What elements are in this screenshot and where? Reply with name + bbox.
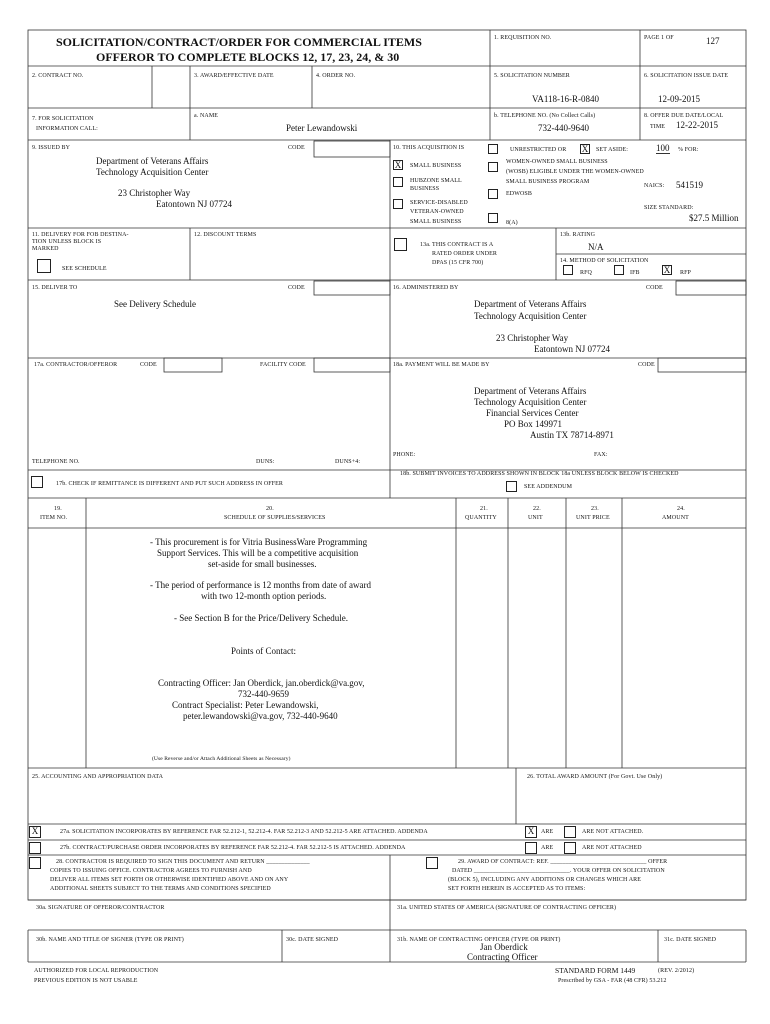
- payment-line-1: Department of Veterans Affairs: [474, 386, 587, 396]
- unrestricted-label: UNRESTRICTED OR: [510, 147, 567, 153]
- rating-value: N/A: [588, 242, 604, 252]
- col-schedule-num: 20.: [266, 506, 274, 512]
- col-unit-price: UNIT PRICE: [576, 515, 610, 521]
- telephone-no-label: TELEPHONE NO.: [32, 459, 80, 465]
- far-27b-not-checkbox[interactable]: [564, 842, 576, 854]
- for-info-label-2: INFORMATION CALL:: [36, 126, 98, 132]
- see-schedule-label: SEE SCHEDULE: [62, 266, 107, 272]
- remittance-checkbox[interactable]: [31, 476, 43, 488]
- footer-auth-2: PREVIOUS EDITION IS NOT USABLE: [34, 978, 138, 984]
- time-label: TIME: [650, 124, 666, 130]
- clause-29-line-2: DATED _______________________________. YOUR OFFER ON SOLICITATION: [452, 868, 665, 874]
- requisition-no-label: 1. REQUISITION NO.: [494, 35, 552, 41]
- fob-label-2: TION UNLESS BLOCK IS: [32, 239, 102, 245]
- col-item-no: ITEM NO.: [40, 515, 68, 521]
- col-quantity-num: 21.: [480, 506, 488, 512]
- set-aside-percent: 100: [656, 143, 670, 153]
- invoice-label: 18b. SUBMIT INVOICES TO ADDRESS SHOWN IN BLOCK 18a UNLESS BLOCK BELOW IS CHECKED: [400, 471, 679, 477]
- ifb-label: IFB: [630, 270, 640, 276]
- reverse-note: (Use Reverse and/or Attach Additional Sheets as Necessary): [152, 756, 291, 762]
- footer-form-name: STANDARD FORM 1449: [555, 966, 636, 975]
- payment-line-3: Financial Services Center: [486, 408, 579, 418]
- far-27a-are-label: ARE: [541, 829, 554, 835]
- payment-line-4: PO Box 149971: [504, 419, 563, 429]
- form-subtitle: OFFEROR TO COMPLETE BLOCKS 12, 17, 23, 24, & 30: [96, 50, 400, 64]
- facility-code-label: FACILITY CODE: [260, 362, 306, 368]
- contractor-code-label: CODE: [140, 362, 157, 368]
- naics-value: 541519: [676, 180, 703, 190]
- method-label: 14. METHOD OF SOLICITATION: [560, 258, 649, 264]
- ifb-checkbox[interactable]: [614, 265, 624, 275]
- signer-name-label: 30b. NAME AND TITLE OF SIGNER (TYPE OR PRINT): [36, 937, 184, 943]
- see-addendum-label: SEE ADDENDUM: [524, 484, 573, 490]
- far-27a-not-checkbox[interactable]: [564, 826, 576, 838]
- offer-due-label: 8. OFFER DUE DATE/LOCAL: [644, 113, 724, 119]
- eight-a-checkbox[interactable]: [488, 213, 498, 223]
- admin-line-3: 23 Christopher Way: [496, 333, 569, 343]
- unrestricted-checkbox[interactable]: [488, 144, 498, 154]
- clause-28-line-3: DELIVER ALL ITEMS SET FORTH OR OTHERWISE IDENTIFIED ABOVE AND ON ANY: [50, 877, 289, 883]
- small-business-checkbox[interactable]: X: [394, 160, 402, 170]
- eight-a-label: 8(A): [506, 220, 518, 226]
- issued-by-label: 9. ISSUED BY: [32, 145, 71, 151]
- col-amount: AMOUNT: [662, 515, 689, 521]
- rfq-label: RFQ: [580, 270, 592, 276]
- telephone-label: b. TELEPHONE NO. (No Collect Calls): [494, 113, 596, 119]
- solicitation-no: VA118-16-R-0840: [532, 94, 599, 104]
- col-item-no-num: 19.: [54, 506, 62, 512]
- officer-name-label: 31b. NAME OF CONTRACTING OFFICER (TYPE OR PRINT): [397, 937, 561, 943]
- wosb-label-3: SMALL BUSINESS PROGRAM: [506, 179, 590, 185]
- far-27a-checkbox[interactable]: X: [29, 826, 41, 838]
- edwosb-checkbox[interactable]: [488, 189, 498, 199]
- footer-revision: (REV. 2/2012): [658, 968, 695, 974]
- far-27b-not-label: ARE NOT ATTACHED: [582, 845, 642, 851]
- clause-29-line-1: 29. AWARD OF CONTRACT: REF. _______________________________ OFFER: [458, 859, 668, 865]
- wosb-checkbox[interactable]: [488, 162, 498, 172]
- issued-line-3: 23 Christopher Way: [118, 188, 191, 198]
- order-no-label: 4. ORDER NO.: [316, 73, 356, 79]
- col-unit-price-num: 23.: [591, 506, 599, 512]
- issued-line-4: Eatontown NJ 07724: [156, 199, 232, 209]
- desc-line-1: - This procurement is for Vitria BusinessWare Programming: [150, 537, 368, 547]
- rfp-label: RFP: [680, 270, 691, 276]
- clause-28-line-4: ADDITIONAL SHEETS SUBJECT TO THE TERMS AND CONDITIONS SPECIFIED: [50, 886, 271, 892]
- col-unit: UNIT: [528, 515, 543, 521]
- award-checkbox[interactable]: [426, 857, 438, 869]
- fob-label: 11. DELIVERY FOR FOB DESTINA-: [32, 232, 129, 238]
- clause-29-line-4: SET FORTH HEREIN IS ACCEPTED AS TO ITEMS:: [448, 886, 586, 892]
- page-label: PAGE 1 OF: [644, 35, 674, 41]
- deliver-to-value: See Delivery Schedule: [114, 299, 196, 309]
- far-27b-are-checkbox[interactable]: [525, 842, 537, 854]
- footer-auth-1: AUTHORIZED FOR LOCAL REPRODUCTION: [34, 968, 159, 974]
- sdvosb-label-3: SMALL BUSINESS: [410, 219, 462, 225]
- rated-order-label-3: DPAS (15 CFR 700): [432, 260, 484, 266]
- wosb-label: WOMEN-OWNED SMALL BUSINESS: [506, 159, 608, 165]
- far-27b-text: 27b. CONTRACT/PURCHASE ORDER INCORPORATES BY REFERENCE FAR 52.212-4. FAR 52.212-5 IS ATTACHED. ADDENDA: [60, 845, 406, 851]
- rfq-checkbox[interactable]: [563, 265, 573, 275]
- far-27b-checkbox[interactable]: [29, 842, 41, 854]
- acquisition-label: 10. THIS ACQUISITION IS: [393, 145, 465, 151]
- payment-code-label: CODE: [638, 362, 655, 368]
- issue-date-label: 6. SOLICITATION ISSUE DATE: [644, 73, 729, 79]
- officer-title: Contracting Officer: [467, 952, 538, 962]
- poc-heading: Points of Contact:: [231, 646, 296, 656]
- sdvosb-label-2: VETERAN-OWNED: [410, 209, 464, 215]
- for-info-label: 7. FOR SOLICITATION: [32, 116, 94, 122]
- contract-specialist: Contract Specialist: Peter Lewandowski,: [172, 700, 319, 710]
- rated-order-checkbox[interactable]: [394, 238, 407, 251]
- col-unit-num: 22.: [533, 506, 541, 512]
- admin-line-1: Department of Veterans Affairs: [474, 299, 587, 309]
- desc-line-5: with two 12-month option periods.: [201, 591, 327, 601]
- col-amount-num: 24.: [677, 506, 685, 512]
- contractor-label: 17a. CONTRACTOR/OFFEROR: [34, 362, 118, 368]
- size-standard-value: $27.5 Million: [689, 213, 739, 223]
- issue-date: 12-09-2015: [658, 94, 700, 104]
- desc-line-3: set-aside for small businesses.: [208, 559, 317, 569]
- far-27a-text: 27a. SOLICITATION INCORPORATES BY REFERENCE FAR 52.212-1, 52.212-4. FAR 52.212-3 AND 52.212-5 ARE ATTACHED. ADDENDA: [60, 829, 428, 835]
- hubzone-label: HUBZONE SMALL: [410, 178, 462, 184]
- contact-name-label: a. NAME: [194, 113, 219, 119]
- payment-line-5: Austin TX 78714-8971: [530, 430, 614, 440]
- hubzone-label-2: BUSINESS: [410, 186, 440, 192]
- rating-label: 13b. RATING: [560, 232, 596, 238]
- issued-line-1: Department of Veterans Affairs: [96, 156, 209, 166]
- clause-28-line-1: 28. CONTRACTOR IS REQUIRED TO SIGN THIS DOCUMENT AND RETURN ______________: [56, 859, 310, 865]
- deliver-code-label: CODE: [288, 285, 305, 291]
- remittance-label: 17b. CHECK IF REMITTANCE IS DIFFERENT AND PUT SUCH ADDRESS IN OFFER: [56, 481, 284, 487]
- admin-code-label: CODE: [646, 285, 663, 291]
- contract-no-label: 2. CONTRACT NO.: [32, 73, 84, 79]
- officer-name: Jan Oberdick: [480, 942, 528, 952]
- naics-label: NAICS:: [644, 183, 665, 189]
- set-aside-checkbox[interactable]: X: [581, 144, 589, 154]
- rfp-checkbox[interactable]: X: [663, 265, 671, 275]
- telephone-value: 732-440-9640: [538, 123, 589, 133]
- rated-order-label: 13a. THIS CONTRACT IS A: [420, 242, 494, 248]
- set-aside-label: SET ASIDE:: [596, 147, 629, 153]
- payment-line-2: Technology Acquisition Center: [474, 397, 587, 407]
- deliver-to-label: 15. DELIVER TO: [32, 285, 78, 291]
- administered-by-label: 16. ADMINISTERED BY: [393, 285, 459, 291]
- far-27b-are-label: ARE: [541, 845, 554, 851]
- percent-for-label: % FOR:: [678, 147, 699, 153]
- signature-offeror-label: 30a. SIGNATURE OF OFFEROR/CONTRACTOR: [36, 905, 165, 911]
- contracting-officer: Contracting Officer: Jan Oberdick, jan.oberdick@va.gov,: [158, 678, 365, 688]
- sdvosb-checkbox[interactable]: [393, 199, 403, 209]
- contractor-sign-checkbox[interactable]: [29, 857, 41, 869]
- page-total: 127: [706, 36, 720, 46]
- rated-order-label-2: RATED ORDER UNDER: [432, 251, 498, 257]
- officer-date-label: 31c. DATE SIGNED: [664, 937, 717, 943]
- contracting-officer-phone: 732-440-9659: [238, 689, 289, 699]
- desc-line-4: - The period of performance is 12 months from date of award: [150, 580, 372, 590]
- contract-specialist-contact: peter.lewandowski@va.gov, 732-440-9640: [183, 711, 338, 721]
- footer-prescribed: Prescribed by GSA - FAR (48 CFR) 53.212: [558, 978, 667, 984]
- wosb-label-2: (WOSB) ELIGIBLE UNDER THE WOMEN-OWNED: [506, 169, 644, 175]
- duns4-label: DUNS+4:: [335, 459, 361, 465]
- col-schedule: SCHEDULE OF SUPPLIES/SERVICES: [224, 515, 326, 521]
- fax-label: FAX:: [594, 452, 608, 458]
- sdvosb-label: SERVICE-DISABLED: [410, 200, 468, 206]
- fob-label-3: MARKED: [32, 246, 59, 252]
- admin-line-4: Eatontown NJ 07724: [534, 344, 610, 354]
- issued-line-2: Technology Acquisition Center: [96, 167, 209, 177]
- admin-line-2: Technology Acquisition Center: [474, 311, 587, 321]
- col-quantity: QUANTITY: [465, 515, 497, 521]
- far-27a-are-checkbox[interactable]: X: [525, 826, 537, 838]
- far-27a-not-label: ARE NOT ATTACHED.: [582, 829, 644, 835]
- total-award-label: 26. TOTAL AWARD AMOUNT (For Govt. Use Only): [527, 774, 663, 780]
- solicitation-no-label: 5. SOLICITATION NUMBER: [494, 73, 570, 79]
- small-business-label: SMALL BUSINESS: [410, 163, 462, 169]
- issued-code-label: CODE: [288, 145, 305, 151]
- accounting-label: 25. ACCOUNTING AND APPROPRIATION DATA: [32, 774, 164, 780]
- size-standard-label: SIZE STANDARD:: [644, 205, 694, 211]
- offeror-date-label: 30c. DATE SIGNED: [286, 937, 339, 943]
- duns-label: DUNS:: [256, 459, 275, 465]
- award-date-label: 3. AWARD/EFFECTIVE DATE: [194, 73, 274, 79]
- hubzone-checkbox[interactable]: [393, 177, 403, 187]
- offer-due-date: 12-22-2015: [676, 120, 718, 130]
- clause-28-line-2: COPIES TO ISSUING OFFICE. CONTRACTOR AGREES TO FURNISH AND: [50, 868, 252, 874]
- contact-name: Peter Lewandowski: [286, 123, 358, 133]
- signature-officer-label: 31a. UNITED STATES OF AMERICA (SIGNATURE OF CONTRACTING OFFICER): [397, 905, 617, 911]
- payment-label: 18a. PAYMENT WILL BE MADE BY: [393, 362, 490, 368]
- discount-terms-label: 12. DISCOUNT TERMS: [194, 232, 257, 238]
- phone-label: PHONE:: [393, 452, 416, 458]
- desc-line-6: - See Section B for the Price/Delivery Schedule.: [174, 613, 348, 623]
- clause-29-line-3: (BLOCK 5), INCLUDING ANY ADDITIONS OR CHANGES WHICH ARE: [448, 877, 641, 883]
- see-schedule-checkbox[interactable]: [37, 259, 51, 273]
- see-addendum-checkbox[interactable]: [506, 481, 517, 492]
- edwosb-label: EDWOSB: [506, 191, 532, 197]
- form-title: SOLICITATION/CONTRACT/ORDER FOR COMMERCIAL ITEMS: [56, 35, 422, 49]
- desc-line-2: Support Services. This will be a competitive acquisition: [157, 548, 359, 558]
